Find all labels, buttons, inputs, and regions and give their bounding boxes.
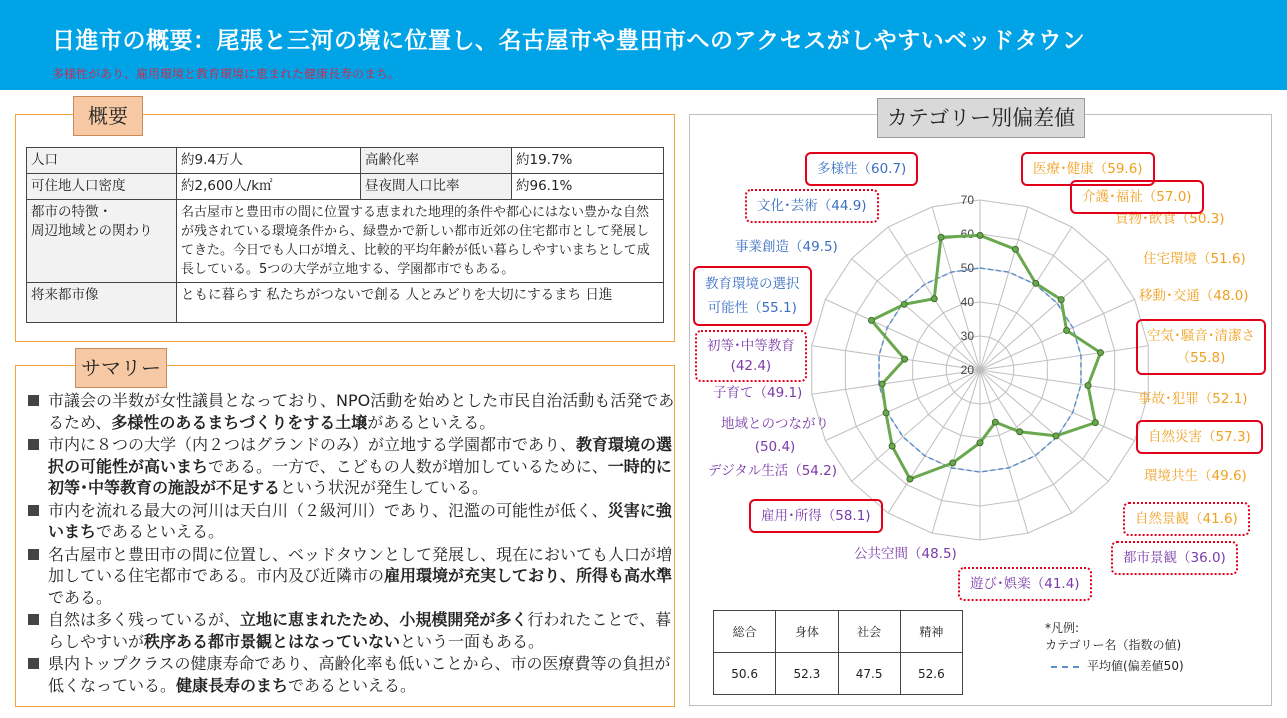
score-header-total: 総合 xyxy=(714,611,776,653)
score-header-social: 社会 xyxy=(838,611,900,653)
data-point xyxy=(868,317,874,323)
density-label: 可住地人口密度 xyxy=(27,174,177,200)
overview-table xyxy=(26,147,664,323)
label-employment: 雇用･所得（58.1) xyxy=(749,499,883,533)
overview-tag: 概要 xyxy=(73,96,143,136)
list-item xyxy=(26,500,676,543)
data-point xyxy=(1012,246,1018,252)
summary-text: である。 xyxy=(48,587,113,607)
summary-emphasis: 健康長寿のまち xyxy=(176,675,289,695)
page-subtitle: 多様性があり、雇用環境と教育環境に恵まれた健康長寿のまち。 xyxy=(52,67,401,81)
tick-label: 30 xyxy=(960,329,974,343)
features-label-line2: 周辺地域との関わり xyxy=(31,223,153,239)
label-edu-choice-line2: 可能性（55.1) xyxy=(707,300,797,316)
list-item xyxy=(26,544,676,609)
list-item xyxy=(26,390,676,433)
summary-text: 市内に８つの大学（内２つはグランドのみ）が立地する学園都市であり、 xyxy=(48,435,577,454)
list-item xyxy=(26,609,676,652)
label-shopping: 買物･飲食（50.3) xyxy=(1115,211,1225,227)
label-community xyxy=(721,413,829,459)
grid-spoke xyxy=(980,346,1148,370)
label-diversity: 多様性（60.7) xyxy=(805,152,918,186)
data-point xyxy=(1033,280,1039,286)
grid-spoke xyxy=(932,370,980,533)
score-physical: 52.3 xyxy=(776,653,838,695)
data-point xyxy=(992,419,998,425)
data-point xyxy=(977,232,983,238)
data-point xyxy=(1058,297,1064,303)
data-point xyxy=(883,410,889,416)
future-value: ともに暮らす 私たちがつないで創る 人とみどりを大切にするまち 日進 xyxy=(177,283,664,323)
summary-text: である。一方で、こどもの人数が増加しているために、 xyxy=(208,456,608,476)
summary-text: であるといえる。 xyxy=(288,675,417,695)
bullet-square-icon xyxy=(28,549,39,560)
summary-emphasis: 一時的に初等･中等教育の施設が不足する xyxy=(48,456,672,497)
tick-label: 50 xyxy=(960,261,974,275)
data-point xyxy=(1064,327,1070,333)
summary-text: があるといえる。 xyxy=(367,412,496,432)
label-culture: 文化･芸術（44.9) xyxy=(745,189,879,223)
summary-emphasis: 多様性のあるまちづくりをする土壌 xyxy=(111,412,368,432)
label-primary-edu xyxy=(695,330,807,382)
grid-spoke xyxy=(980,370,1028,533)
summary-text: であるといえる。 xyxy=(96,522,225,541)
label-public-space: 公共空間（48.5) xyxy=(854,546,957,562)
list-item xyxy=(26,653,676,696)
data-point xyxy=(879,381,885,387)
legend-title: *凡例: xyxy=(1045,621,1080,635)
label-community-line2: (50.4) xyxy=(754,439,796,455)
grid-spoke xyxy=(812,370,980,394)
data-point xyxy=(907,476,913,482)
aging-value: 約19.7% xyxy=(512,148,664,174)
label-transport: 移動･交通（48.0) xyxy=(1139,288,1249,304)
summary-emphasis: 教育環境の選択の可能性が高いまち xyxy=(48,435,673,476)
scores-table xyxy=(713,610,963,695)
label-disaster: 自然災害（57.3) xyxy=(1136,420,1263,454)
legend-average-label: 平均値(偏差値50) xyxy=(1087,659,1184,673)
tick-label: 70 xyxy=(960,193,974,207)
tick-label: 60 xyxy=(960,227,974,241)
bullet-square-icon xyxy=(28,614,39,625)
data-point xyxy=(1053,433,1059,439)
summary-text: 名古屋市と豊田市の間に位置し、ベッドタウンとして発展し、現在においても人口が増加している住宅都市である。市内及び近隣市の xyxy=(48,544,673,585)
bullet-square-icon xyxy=(28,658,39,669)
chart-title: カテゴリー別偏差値 xyxy=(877,98,1085,138)
label-childcare: 子育て（49.1) xyxy=(713,385,803,401)
bullet-square-icon xyxy=(28,505,39,516)
density-value: 約2,600人/k㎡ xyxy=(177,174,361,200)
data-point xyxy=(1017,429,1023,435)
data-point xyxy=(938,234,944,240)
grid-spoke xyxy=(980,207,1028,370)
summary-text: 県内トップクラスの健康寿命であり、高齢化率も低いことから、市の医療費等の負担が低くなっている。 xyxy=(48,654,671,695)
summary-tag: サマリー xyxy=(75,348,167,388)
label-business: 事業創造（49.5) xyxy=(735,239,838,255)
summary-text: 自然は多く残っているが、 xyxy=(48,610,241,629)
data-point xyxy=(901,301,907,307)
data-point xyxy=(977,440,983,446)
legend-category-format: カテゴリー名（指数の値) xyxy=(1045,638,1182,652)
summary-text: という状況が発生している。 xyxy=(280,478,489,497)
label-primary-edu-line2: (42.4) xyxy=(730,358,772,374)
label-housing: 住宅環境（51.6) xyxy=(1143,251,1246,267)
average-line-icon xyxy=(1051,666,1079,668)
bullet-square-icon xyxy=(28,395,39,406)
summary-emphasis: 災害に強いまち xyxy=(48,500,672,541)
table-row xyxy=(27,200,664,283)
summary-emphasis: 立地に恵まれたため、小規模開発が多く xyxy=(240,610,528,629)
tick-label: 20 xyxy=(960,363,974,377)
grid-spoke xyxy=(852,259,980,370)
table-row xyxy=(714,653,963,695)
daynight-label: 昼夜間人口比率 xyxy=(361,174,512,200)
data-point xyxy=(950,460,956,466)
score-social: 47.5 xyxy=(838,653,900,695)
score-header-mental: 精神 xyxy=(900,611,962,653)
data-point xyxy=(889,443,895,449)
features-value: 名古屋市と豊田市の間に位置する恵まれた地理的条件や都心にはない豊かな自然が残されている環境条件から、緑豊かで新しい都市近郊の住宅都市として発展してきた。今日でも人口が増え、比較的平均年齢が低い暮らしやすいまちとして成長している。5つの大学が立地する、学園都市でもある。 xyxy=(177,200,664,283)
population-value: 約9.4万人 xyxy=(177,148,361,174)
label-nature-scape: 自然景観（41.6) xyxy=(1123,502,1250,536)
legend-average xyxy=(1045,658,1184,675)
label-accident: 事故･犯罪（52.1) xyxy=(1138,391,1248,407)
summary-text: という一面もある。 xyxy=(400,631,545,651)
data-point xyxy=(902,356,908,362)
tick-label: 40 xyxy=(960,295,974,309)
label-air: 空気･騒音･清潔さ（55.8) xyxy=(1136,319,1266,375)
table-row xyxy=(714,611,963,653)
label-primary-edu-line1: 初等･中等教育 xyxy=(707,338,795,354)
table-row xyxy=(27,148,664,174)
score-header-physical: 身体 xyxy=(776,611,838,653)
label-edu-choice-line1: 教育環境の選択 xyxy=(705,276,800,292)
data-point xyxy=(931,296,937,302)
aging-label: 高齢化率 xyxy=(361,148,512,174)
summary-text: 市議会の半数が女性議員となっており、NPO活動を始めとした市民自治活動も活発であるため、 xyxy=(48,391,675,432)
score-total: 50.6 xyxy=(714,653,776,695)
summary-text: 市内を流れる最大の河川は天白川（２級河川）であり、氾濫の可能性が低く、 xyxy=(48,500,608,520)
population-label: 人口 xyxy=(27,148,177,174)
summary-list xyxy=(26,390,676,697)
chart-legend xyxy=(1045,620,1184,675)
features-label xyxy=(27,200,177,283)
data-point xyxy=(1097,350,1103,356)
label-urban-scape: 都市景観（36.0) xyxy=(1111,541,1238,575)
future-label: 将来都市像 xyxy=(27,283,177,323)
label-community-line1: 地域とのつながり xyxy=(721,416,829,432)
table-row xyxy=(27,174,664,200)
summary-emphasis: 秩序ある都市景観とはなっていない xyxy=(144,631,401,651)
label-edu-choice xyxy=(693,266,812,326)
label-env-coexist: 環境共生（49.6) xyxy=(1144,468,1247,484)
label-medical: 医療･健康（59.6) xyxy=(1021,152,1155,186)
features-label-line1: 都市の特徴・ xyxy=(31,204,112,220)
score-mental: 52.6 xyxy=(900,653,962,695)
data-point xyxy=(1085,383,1091,389)
page-header xyxy=(0,0,1287,90)
bullet-square-icon xyxy=(28,439,39,450)
daynight-value: 約96.1% xyxy=(512,174,664,200)
grid-spoke xyxy=(852,370,980,481)
summary-text: 行われたことで、暮らしやすいが xyxy=(48,610,672,651)
summary-emphasis: 雇用環境が充実しており、所得も高水準 xyxy=(384,566,673,585)
grid-spoke xyxy=(980,370,1148,394)
label-digital: デジタル生活（54.2) xyxy=(708,463,838,479)
list-item xyxy=(26,434,676,499)
label-play: 遊び･娯楽（41.4) xyxy=(958,567,1092,601)
table-row xyxy=(27,283,664,323)
data-point xyxy=(1092,420,1098,426)
label-welfare: 介護･福祉（57.0) xyxy=(1070,180,1204,214)
grid-spoke xyxy=(980,259,1108,370)
page-title: 日進市の概要：尾張と三河の境に位置し、名古屋市や豊田市へのアクセスがしやすいベッドタウン xyxy=(52,28,1086,54)
